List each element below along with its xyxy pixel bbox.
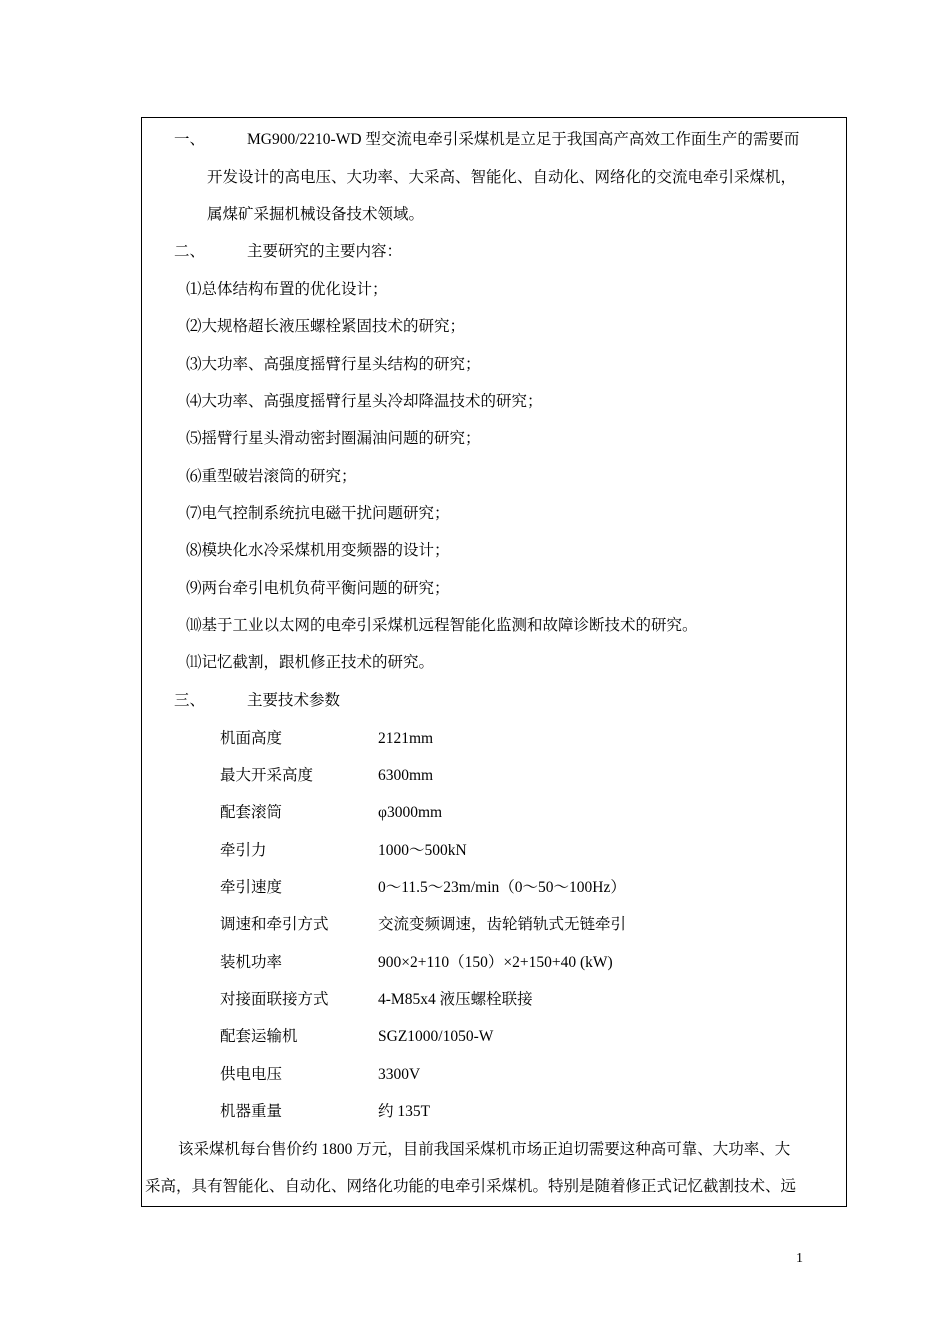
closing-line2: 采高，具有智能化、自动化、网络化功能的电牵引采煤机。特别是随着修正式记忆截割技术、远: [145, 1178, 797, 1195]
param-label: 装机功率: [220, 954, 283, 971]
research-item: ⑸摇臂行星头滑动密封圈漏油问题的研究；: [186, 430, 481, 447]
param-label: 最大开采高度: [220, 767, 314, 784]
param-value: 4-M85x4 液压螺栓联接: [378, 991, 533, 1008]
closing-line1: 该采煤机每台售价约 1800 万元，目前我国采煤机市场正迫切需要这种高可靠、大功率、大: [178, 1141, 791, 1158]
param-value: 3300V: [378, 1066, 421, 1083]
research-item: ⑶大功率、高强度摇臂行星头结构的研究；: [186, 356, 481, 373]
page-number: 1: [796, 1251, 803, 1266]
param-value: SGZ1000/1050-W: [378, 1028, 494, 1045]
param-label: 配套滚筒: [220, 804, 283, 821]
param-value: 6300mm: [378, 767, 434, 784]
param-label: 牵引力: [220, 842, 267, 859]
section-2-heading: [174, 242, 402, 262]
research-item: ⑴总体结构布置的优化设计；: [186, 281, 388, 298]
research-item: ⑼两台牵引电机负荷平衡问题的研究；: [186, 580, 450, 597]
section-3-title: 主要技术参数: [247, 692, 341, 709]
param-value: 交流变频调速，齿轮销轨式无链牵引: [378, 916, 627, 933]
research-item: ⑺电气控制系统抗电磁干扰问题研究；: [186, 505, 450, 522]
param-value: 0～11.5～23m/min（0～50～100Hz）: [378, 879, 626, 896]
section-2-title: 主要研究的主要内容：: [247, 243, 403, 260]
param-label: 配套运输机: [220, 1028, 298, 1045]
param-label: 牵引速度: [220, 879, 283, 896]
research-item: ⑹重型破岩滚筒的研究；: [186, 468, 357, 485]
param-value: 2121mm: [378, 730, 434, 747]
section-3-number: 三、: [174, 692, 206, 709]
section-1-heading: [174, 130, 799, 150]
section-1-number: 一、: [174, 131, 206, 148]
param-label: 供电电压: [220, 1066, 283, 1083]
param-value: φ3000mm: [378, 804, 443, 821]
section-2-number: 二、: [174, 243, 206, 260]
research-item: ⑷大功率、高强度摇臂行星头冷却降温技术的研究；: [186, 393, 543, 410]
section-1-line3: 属煤矿采掘机械设备技术领域。: [207, 206, 425, 223]
param-value: 约 135T: [378, 1103, 431, 1120]
section-1-line2: 开发设计的高电压、大功率、大采高、智能化、自动化、网络化的交流电牵引采煤机，: [207, 169, 797, 186]
param-label: 机面高度: [220, 730, 283, 747]
research-item: ⑾记忆截割，跟机修正技术的研究。: [186, 654, 435, 671]
param-label: 调速和牵引方式: [220, 916, 329, 933]
param-value: 900×2+110（150）×2+150+40 (kW): [378, 954, 613, 971]
param-label: 对接面联接方式: [220, 991, 329, 1008]
research-item: ⑻模块化水冷采煤机用变频器的设计；: [186, 542, 450, 559]
research-item: ⑽基于工业以太网的电牵引采煤机远程智能化监测和故障诊断技术的研究。: [186, 617, 698, 634]
param-value: 1000～500kN: [378, 842, 467, 859]
section-3-heading: [174, 691, 340, 711]
section-1-line1: MG900/2210-WD 型交流电牵引采煤机是立足于我国高产高效工作面生产的需要而: [247, 131, 800, 148]
research-item: ⑵大规格超长液压螺栓紧固技术的研究；: [186, 318, 466, 335]
param-label: 机器重量: [220, 1103, 283, 1120]
